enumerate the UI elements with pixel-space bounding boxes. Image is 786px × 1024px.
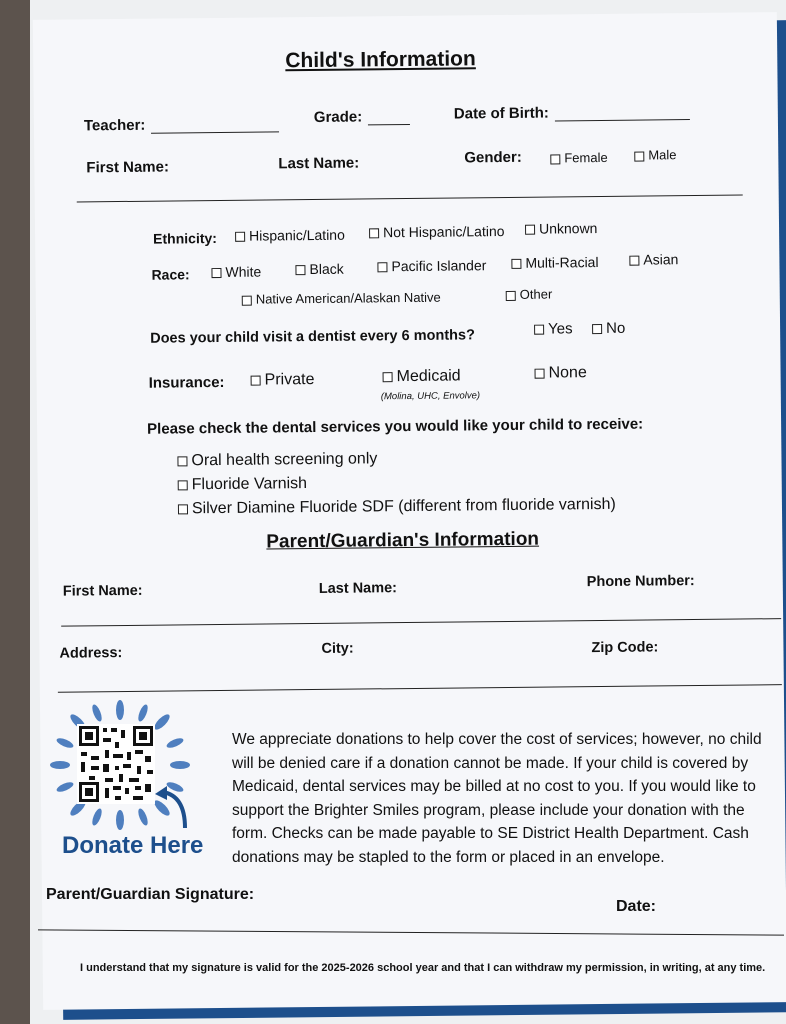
date-label: Date: xyxy=(616,898,657,915)
dentist-no-label: No xyxy=(606,319,626,337)
race-asian-label: Asian xyxy=(643,251,679,268)
race-black-checkbox[interactable] xyxy=(295,261,343,278)
service-sdf-checkbox[interactable] xyxy=(178,496,616,519)
dob-field[interactable] xyxy=(454,103,690,122)
parent-phone-label: Phone Number: xyxy=(586,573,695,591)
parent-name-line[interactable] xyxy=(61,618,781,627)
race-white-checkbox[interactable] xyxy=(211,264,261,281)
race-other-label: Other xyxy=(519,286,553,302)
teacher-label: Teacher: xyxy=(83,116,146,135)
parent-first-name-label: First Name: xyxy=(62,582,143,600)
service-fluoride-checkbox[interactable] xyxy=(178,475,307,494)
child-name-divider xyxy=(77,194,743,202)
race-pacific-islander-checkbox[interactable] xyxy=(377,257,486,274)
ethnicity-hispanic-label: Hispanic/Latino xyxy=(249,226,345,244)
address-label: Address: xyxy=(59,645,123,662)
dentist-yes-checkbox[interactable] xyxy=(534,320,573,337)
ethnicity-hispanic-checkbox[interactable] xyxy=(235,227,345,244)
race-asian-checkbox[interactable] xyxy=(629,251,678,268)
parent-last-name-label: Last Name: xyxy=(318,580,398,597)
ethnicity-unknown-label: Unknown xyxy=(538,220,598,237)
child-info-title: Child's Information xyxy=(285,47,476,73)
service-fluoride-label: Fluoride Varnish xyxy=(191,475,308,494)
city-label: City: xyxy=(321,640,354,657)
race-multi-racial-label: Multi-Racial xyxy=(525,254,599,271)
dentist-question: Does your child visit a dentist every 6 months? xyxy=(150,327,475,347)
grade-field[interactable] xyxy=(314,108,411,126)
gender-female-label: Female xyxy=(564,149,608,166)
race-multi-racial-checkbox[interactable] xyxy=(511,254,598,271)
ethnicity-not-hispanic-checkbox[interactable] xyxy=(369,223,505,240)
insurance-label: Insurance: xyxy=(148,373,225,392)
sun-burst-icon xyxy=(45,700,195,830)
insurance-none-checkbox[interactable] xyxy=(534,364,586,383)
gender-male-checkbox[interactable] xyxy=(634,147,676,162)
signature-label: Parent/Guardian Signature: xyxy=(46,886,255,903)
zip-label: Zip Code: xyxy=(591,639,659,657)
child-last-name-label: Last Name: xyxy=(278,154,360,173)
ethnicity-not-hispanic-label: Not Hispanic/Latino xyxy=(382,222,505,241)
race-pacific-islander-label: Pacific Islander xyxy=(391,257,487,275)
child-first-name-label: First Name: xyxy=(86,158,170,177)
race-white-label: White xyxy=(225,263,262,280)
race-native-american-checkbox[interactable] xyxy=(242,290,441,307)
insurance-none-label: None xyxy=(548,364,587,382)
gender-female-checkbox[interactable] xyxy=(550,150,608,166)
insurance-medicaid-checkbox[interactable] xyxy=(383,367,461,386)
donate-here-link[interactable]: Donate Here xyxy=(62,832,204,859)
services-question: Please check the dental services you would like your child to receive: xyxy=(147,415,644,438)
gender-label: Gender: xyxy=(464,148,522,167)
race-native-american-label: Native American/Alaskan Native xyxy=(255,289,441,307)
donation-text: We appreciate donations to help cover the cost of services; however, no child will be denied care if a donation cannot be made. If your child is covered by Medicaid, dental services may be billed at no cost to you. If you would like to support the Brighter Smiles program, please include your donation with the form. Checks can be made payable to SE District Health Department. Cash donations may be stapled to the form or placed in an envelope. xyxy=(232,731,762,866)
service-sdf-label: Silver Diamine Fluoride SDF (different from fluoride varnish) xyxy=(191,495,616,518)
grade-label: Grade: xyxy=(313,108,363,126)
footer-note: I understand that my signature is valid for the 2025-2026 school year and that I can withdraw my permission, in writing, at any time. xyxy=(80,962,766,974)
teacher-field[interactable] xyxy=(84,115,280,134)
medicaid-note: (Molina, UHC, Envolve) xyxy=(380,390,481,403)
race-other-checkbox[interactable] xyxy=(506,286,553,301)
ethnicity-unknown-checkbox[interactable] xyxy=(525,220,598,237)
gender-male-label: Male xyxy=(648,147,677,163)
dentist-no-checkbox[interactable] xyxy=(592,320,625,337)
donate-qr-badge[interactable] xyxy=(45,700,195,830)
ethnicity-label: Ethnicity: xyxy=(153,230,217,247)
insurance-private-label: Private xyxy=(264,370,315,389)
insurance-private-checkbox[interactable] xyxy=(251,371,315,390)
dob-label: Date of Birth: xyxy=(453,104,549,123)
address-line[interactable] xyxy=(58,684,782,693)
service-screening-label: Oral health screening only xyxy=(191,450,378,470)
race-black-label: Black xyxy=(309,260,344,278)
race-label: Race: xyxy=(151,266,190,283)
parent-info-title: Parent/Guardian's Information xyxy=(266,528,540,553)
service-screening-checkbox[interactable] xyxy=(177,450,377,470)
insurance-medicaid-label: Medicaid xyxy=(396,367,461,386)
dentist-yes-label: Yes xyxy=(548,320,573,338)
